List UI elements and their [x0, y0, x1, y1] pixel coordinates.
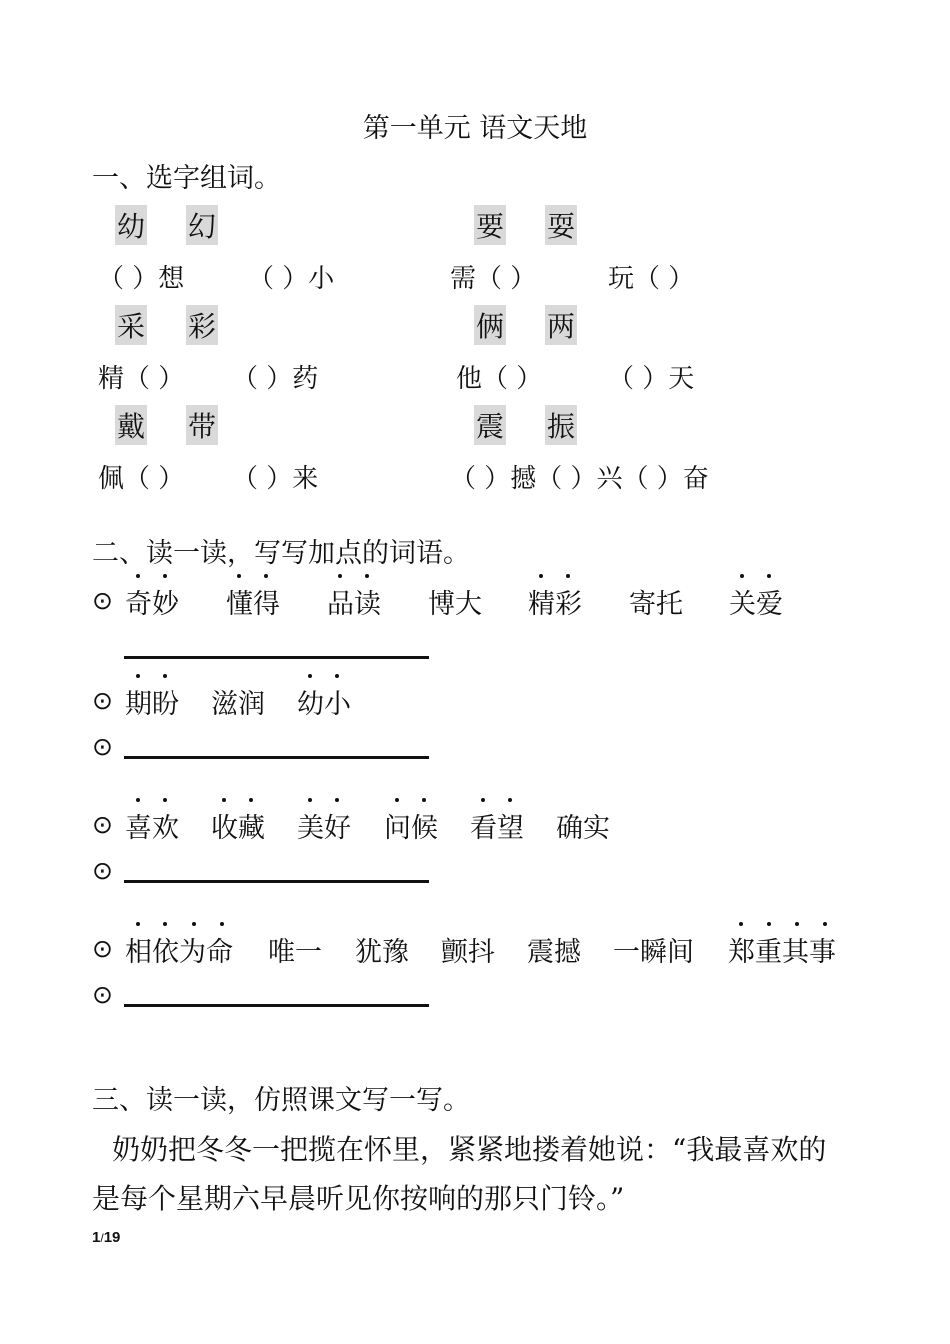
vocab-word: 品读	[327, 589, 381, 620]
fill-blank: （ ）药	[232, 364, 319, 394]
emphasis-dot	[422, 798, 426, 802]
bullet-icon: ⊙	[92, 586, 113, 615]
emphasis-dot	[163, 922, 167, 926]
answer-line	[124, 880, 429, 883]
bullet-icon: ⊙	[92, 980, 113, 1009]
vocab-word: 看望	[470, 813, 524, 844]
vocab-word: 喜欢	[125, 813, 179, 844]
emphasis-dot	[795, 922, 799, 926]
vocab-word: 犹豫	[355, 937, 409, 968]
bullet-icon: ⊙	[92, 686, 113, 715]
fill-blank: 精（ ）	[98, 364, 185, 394]
char-option: 震	[474, 405, 506, 445]
char-option: 振	[545, 405, 577, 445]
page-number	[92, 1227, 120, 1246]
emphasis-dot	[136, 922, 140, 926]
fill-blank: 玩（ ）	[608, 264, 695, 294]
emphasis-dot	[335, 798, 339, 802]
emphasis-dot	[767, 922, 771, 926]
vocab-word: 确实	[556, 813, 610, 844]
emphasis-dot	[264, 574, 268, 578]
fill-blank: （ ）想	[98, 264, 185, 294]
page-number-total: 19	[103, 1229, 121, 1246]
page-number-separator: /	[100, 1231, 104, 1245]
emphasis-dot	[163, 574, 167, 578]
emphasis-dot	[136, 674, 140, 678]
char-option: 耍	[545, 205, 577, 245]
emphasis-dot	[249, 798, 253, 802]
vocab-word: 期盼	[125, 689, 179, 720]
vocab-word: 博大	[428, 589, 482, 620]
bullet-icon: ⊙	[92, 856, 113, 885]
bullet-icon: ⊙	[92, 810, 113, 839]
vocab-word: 震撼	[527, 937, 581, 968]
vocab-word: 关爱	[729, 589, 783, 620]
page-number-current: 1	[92, 1229, 101, 1246]
char-option: 幻	[186, 205, 218, 245]
fill-blank: （ ）天	[608, 364, 695, 394]
emphasis-dot	[566, 574, 570, 578]
char-option: 幼	[115, 205, 147, 245]
section-2-heading: 二、读一读，写写加点的词语。	[92, 538, 470, 569]
emphasis-dot	[136, 574, 140, 578]
emphasis-dot	[739, 922, 743, 926]
section-1-heading: 一、选字组词。	[92, 163, 281, 194]
emphasis-dot	[163, 674, 167, 678]
emphasis-dot	[481, 798, 485, 802]
vocab-word: 一瞬间	[613, 937, 694, 968]
vocab-word: 幼小	[297, 689, 351, 720]
vocab-word: 懂得	[226, 589, 280, 620]
char-option: 戴	[115, 405, 147, 445]
vocab-word: 精彩	[528, 589, 582, 620]
emphasis-dot	[136, 798, 140, 802]
vocab-word: 问候	[384, 813, 438, 844]
vocab-word: 颤抖	[441, 937, 495, 968]
bullet-icon: ⊙	[92, 732, 113, 761]
vocab-word: 滋润	[211, 689, 265, 720]
emphasis-dot	[539, 574, 543, 578]
fill-blank: 佩（ ）	[98, 464, 185, 494]
bullet-icon: ⊙	[92, 934, 113, 963]
passage-line: 奶奶把冬冬一把揽在怀里，紧紧地搂着她说：“我最喜欢的	[112, 1133, 827, 1166]
emphasis-dot	[308, 674, 312, 678]
vocab-word: 美好	[297, 813, 351, 844]
vocab-word: 寄托	[629, 589, 683, 620]
answer-line	[124, 756, 429, 759]
passage-line: 是每个星期六早晨听见你按响的那只门铃。”	[92, 1182, 625, 1215]
char-option: 带	[186, 405, 218, 445]
emphasis-dot	[767, 574, 771, 578]
emphasis-dot	[338, 574, 342, 578]
answer-line	[124, 1004, 429, 1007]
fill-blank: 他（ ）	[456, 364, 543, 394]
vocab-word: 唯一	[268, 937, 322, 968]
char-option: 两	[545, 305, 577, 345]
fill-blank: （ ）小	[248, 264, 335, 294]
emphasis-dot	[740, 574, 744, 578]
char-option: 彩	[186, 305, 218, 345]
vocab-word: 奇妙	[125, 589, 179, 620]
emphasis-dot	[335, 674, 339, 678]
fill-blank: 需（ ）	[450, 264, 537, 294]
char-option: 俩	[474, 305, 506, 345]
answer-line	[124, 656, 429, 659]
vocab-word: 相依为命	[125, 937, 233, 968]
emphasis-dot	[365, 574, 369, 578]
char-option: 要	[474, 205, 506, 245]
emphasis-dot	[395, 798, 399, 802]
vocab-word: 收藏	[211, 813, 265, 844]
emphasis-dot	[237, 574, 241, 578]
section-3-heading: 三、读一读，仿照课文写一写。	[92, 1085, 470, 1116]
fill-blank: （ ）来	[232, 464, 319, 494]
emphasis-dot	[192, 922, 196, 926]
emphasis-dot	[163, 798, 167, 802]
emphasis-dot	[220, 922, 224, 926]
page-title: 第一单元 语文天地	[362, 113, 588, 144]
emphasis-dot	[508, 798, 512, 802]
fill-blank: （ ）撼（ ）兴（ ）奋	[450, 464, 709, 494]
emphasis-dot	[308, 798, 312, 802]
emphasis-dot	[823, 922, 827, 926]
char-option: 采	[115, 305, 147, 345]
emphasis-dot	[222, 798, 226, 802]
vocab-word: 郑重其事	[728, 937, 836, 968]
